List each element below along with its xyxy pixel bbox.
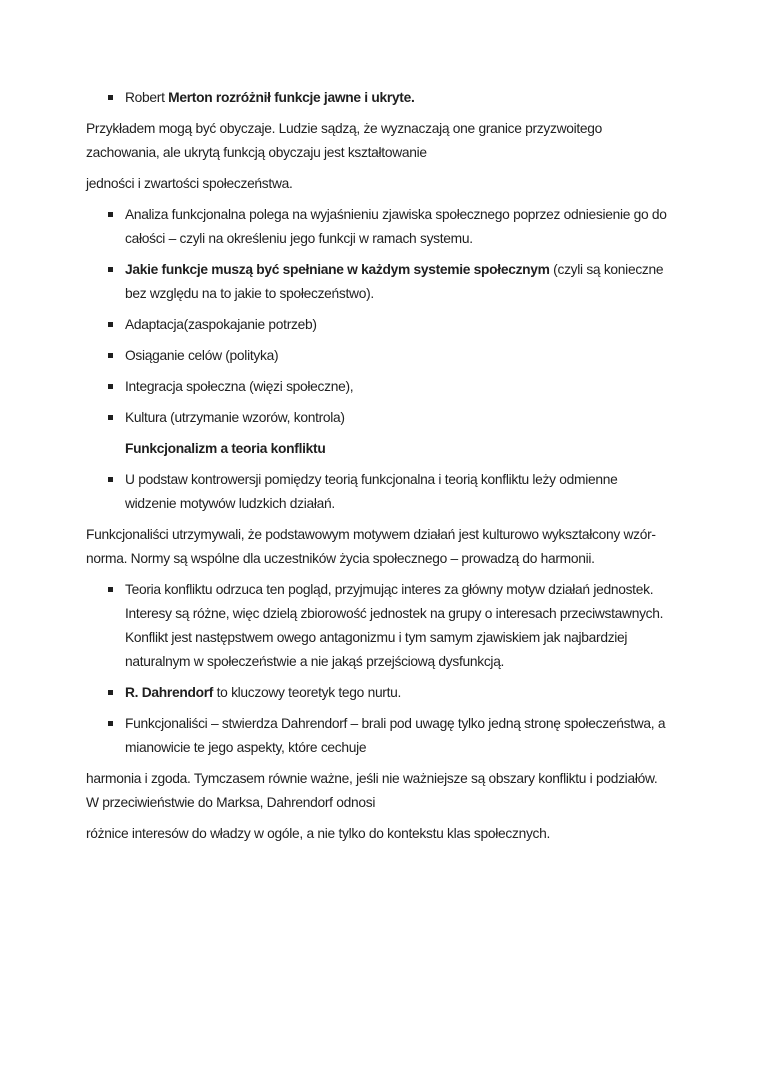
bullet-item (86, 406, 670, 430)
bullet-marker-icon (108, 353, 113, 358)
bullet-marker-icon (108, 384, 113, 389)
bullet-item (86, 375, 670, 399)
bullet-marker-icon (108, 415, 113, 420)
text-run: Integracja społeczna (więzi społeczne), (125, 379, 354, 394)
bullet-marker-icon (108, 477, 113, 482)
paragraph (86, 172, 670, 196)
text-run: Funkcjonaliści – stwierdza Dahrendorf – brali pod uwagę tylko jedną stronę społeczeństwa, a mianowicie te jego aspekty, które cechuje (125, 716, 666, 755)
bullet-text (125, 317, 317, 332)
text-run: Kultura (utrzymanie wzorów, kontrola) (125, 410, 345, 425)
bullet-item (86, 578, 670, 674)
bullet-text (125, 582, 663, 669)
bullet-item (86, 203, 670, 251)
bullet-marker-icon (108, 267, 113, 272)
text-run: (czyli są konieczne bez względu na to jakie to społeczeństwo). (125, 262, 664, 301)
bullet-marker-icon (108, 721, 113, 726)
bullet-item (86, 468, 670, 516)
text-run: Adaptacja(zaspokajanie potrzeb) (125, 317, 317, 332)
bullet-item (86, 712, 670, 760)
bullet-text (125, 716, 665, 755)
bullet-text (125, 472, 617, 511)
text-run: to kluczowy teoretyk tego nurtu. (213, 685, 402, 700)
bullet-item (86, 313, 670, 337)
bullet-text (125, 348, 278, 363)
section-heading (125, 437, 670, 461)
text-run: harmonia i zgoda. Tymczasem równie ważne, jeśli nie ważniejsze są obszary konfliktu i podziałów. W przeciwieństwie do Marksa, Dahrendorf odnosi (86, 771, 658, 810)
bullet-marker-icon (108, 212, 113, 217)
text-run: Funkcjonaliści utrzymywali, że podstawowym motywem działań jest kulturowo wykształcony wzór-norma. Normy są wspólne dla uczestników życia społecznego – prowadzą do harmonii. (86, 527, 656, 566)
text-run: różnice interesów do władzy w ogóle, a nie tylko do kontekstu klas społecznych. (86, 826, 551, 841)
text-run: Merton rozróżnił funkcje jawne i ukryte. (168, 90, 415, 105)
text-run: Robert (125, 90, 169, 105)
bullet-marker-icon (108, 95, 113, 100)
text-run: jedności i zwartości społeczeństwa. (86, 176, 293, 191)
bullet-item (86, 258, 670, 306)
paragraph (86, 523, 670, 571)
bullet-item (86, 681, 670, 705)
bullet-text (125, 379, 353, 394)
text-run: Analiza funkcjonalna polega na wyjaśnieniu zjawiska społecznego poprzez odniesienie go do całości – czyli na określeniu jego funkcji w ramach systemu. (125, 207, 667, 246)
bullet-marker-icon (108, 690, 113, 695)
text-run: Osiąganie celów (polityka) (125, 348, 279, 363)
bullet-text (125, 262, 663, 301)
document-content (86, 86, 670, 853)
text-run: R. Dahrendorf (125, 685, 214, 700)
text-run: Jakie funkcje muszą być spełniane w każdym systemie społecznym (125, 262, 550, 277)
paragraph (86, 767, 670, 815)
text-run: U podstaw kontrowersji pomiędzy teorią funkcjonalna i teorią konfliktu leży odmienne widzenie motywów ludzkich działań. (125, 472, 618, 511)
bullet-text (125, 410, 345, 425)
paragraph (86, 822, 670, 846)
text-run: Teoria konfliktu odrzuca ten pogląd, przyjmując interes za główny motyw działań jednostek. Interesy są różne, więc dzielą zbiorowość jednostek na grupy o interesach przeciwstawnych. Konflikt jest następstwem owego antagonizmu i tym samym zjawiskiem jak najbardziej naturalnym w społeczeństwie a nie jakąś przejściową dysfunkcją. (125, 582, 664, 669)
bullet-text (125, 207, 667, 246)
bullet-item (86, 344, 670, 368)
bullet-marker-icon (108, 587, 113, 592)
text-run: Funkcjonalizm a teoria konfliktu (125, 441, 326, 456)
bullet-item (86, 86, 670, 110)
paragraph (86, 117, 670, 165)
bullet-marker-icon (108, 322, 113, 327)
bullet-text (125, 685, 401, 700)
text-run: Przykładem mogą być obyczaje. Ludzie sądzą, że wyznaczają one granice przyzwoitego zachowania, ale ukrytą funkcją obyczaju jest kształtowanie (86, 121, 603, 160)
bullet-text (125, 90, 415, 105)
